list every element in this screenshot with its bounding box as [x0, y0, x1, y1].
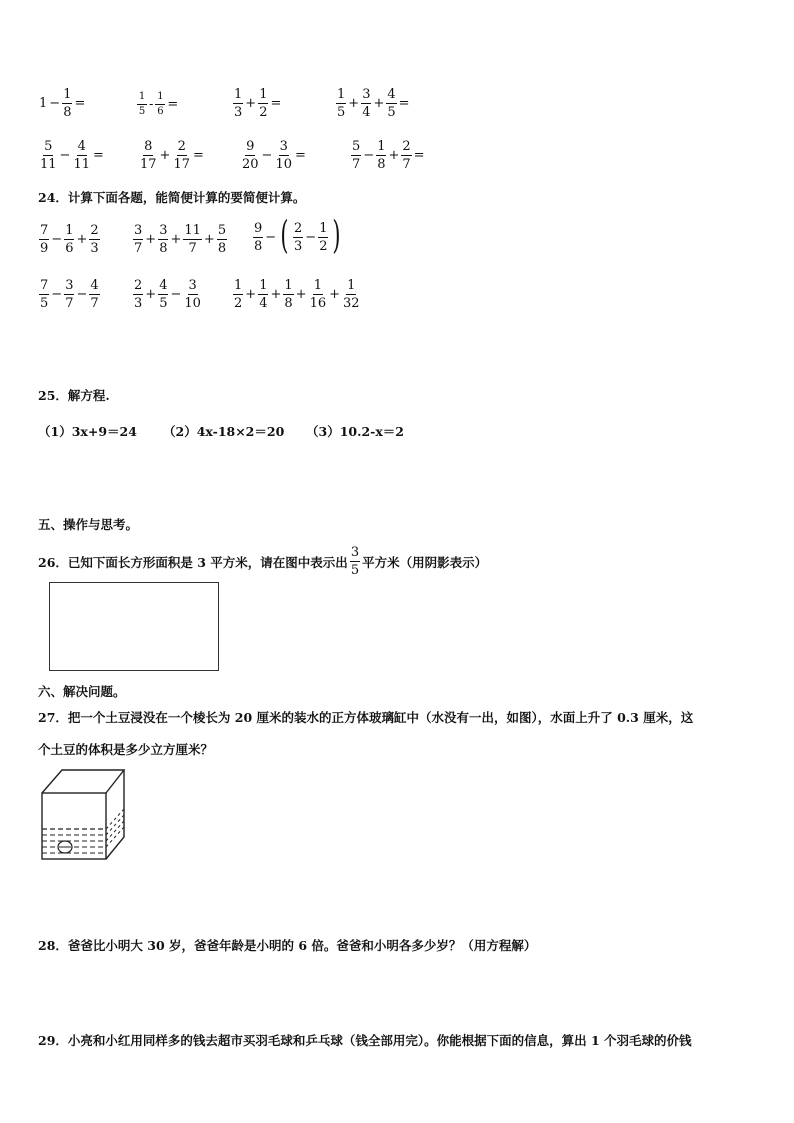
- fraction-denominator: 9: [40, 241, 49, 256]
- fraction-numerator: 11: [184, 223, 201, 238]
- fraction-numerator: 3: [362, 87, 371, 102]
- tank-front-face: [42, 793, 106, 859]
- fraction: [155, 92, 165, 117]
- fraction-denominator: 5: [350, 563, 360, 578]
- fraction-denominator: 8: [284, 296, 293, 311]
- fraction: [89, 224, 99, 255]
- tank-top-face: [42, 770, 124, 793]
- operator: +: [145, 287, 157, 302]
- operator: +: [373, 96, 385, 111]
- fraction: [172, 140, 191, 171]
- fraction-denominator: 8: [63, 105, 72, 120]
- expression-row3-1: [38, 224, 101, 255]
- fraction: [133, 224, 143, 255]
- operator: −: [363, 148, 375, 163]
- fraction: [318, 222, 328, 253]
- fraction-denominator: 16: [309, 296, 327, 311]
- expression-row2-2: [138, 140, 205, 171]
- fraction: [183, 279, 202, 310]
- fraction-numerator: 2: [294, 220, 303, 236]
- section-6-heading: 六、解决问题。: [38, 684, 126, 699]
- fraction: [361, 88, 371, 119]
- fraction-denominator: 4: [362, 105, 371, 120]
- equation-1: （1）3x+9＝24: [38, 424, 137, 439]
- fraction: [72, 140, 91, 171]
- fraction-numerator: 2: [134, 278, 143, 293]
- operator: =: [398, 96, 410, 111]
- fraction: [183, 224, 202, 255]
- fraction-denominator: 11: [73, 157, 90, 172]
- fraction-numerator: 4: [77, 139, 86, 154]
- operator: =: [270, 96, 282, 111]
- fraction-denominator: 8: [377, 157, 386, 172]
- fraction: [342, 279, 361, 310]
- fraction-denominator: 8: [159, 241, 168, 256]
- fraction-numerator: 4: [159, 278, 168, 293]
- fraction: [253, 222, 263, 253]
- operator: +: [388, 148, 400, 163]
- fraction-denominator: 7: [352, 157, 361, 172]
- fraction: [217, 224, 227, 255]
- fraction: [137, 92, 147, 117]
- fraction-numerator: 1: [377, 139, 386, 154]
- operator: =: [295, 148, 306, 163]
- fraction-numerator: 8: [144, 139, 153, 154]
- operator: −: [170, 287, 182, 302]
- question-26-fraction: [350, 546, 360, 577]
- operator: =: [193, 148, 204, 163]
- operator: +: [170, 232, 182, 247]
- fraction-denominator: 11: [40, 157, 57, 172]
- fraction: [39, 279, 49, 310]
- fraction-denominator: 7: [90, 296, 99, 311]
- expression-row3-3: [252, 213, 344, 257]
- fraction-numerator: 3: [188, 278, 197, 293]
- fraction: [401, 140, 411, 171]
- question-25-title: 25．解方程.: [38, 388, 110, 403]
- question-27-line1: 27．把一个土豆浸没在一个棱长为 20 厘米的装水的正方体玻璃缸中（水没有一出，如图），水面上升了 0.3 厘米，这: [38, 710, 694, 725]
- fraction: [158, 279, 168, 310]
- fraction-numerator: 1: [313, 278, 322, 293]
- fraction-denominator: 3: [294, 238, 303, 254]
- fraction-numerator: 3: [279, 139, 288, 154]
- operator: =: [93, 148, 104, 163]
- operator: −: [49, 96, 61, 111]
- fraction-numerator: 9: [246, 139, 255, 154]
- tank-right-face: [106, 770, 124, 859]
- operator: −: [261, 148, 273, 163]
- fraction: [386, 88, 396, 119]
- operator: +: [159, 148, 171, 163]
- operator: +: [245, 96, 257, 111]
- operator: −: [51, 287, 63, 302]
- fraction: [233, 88, 243, 119]
- fraction-numerator: 3: [134, 223, 143, 238]
- fraction-denominator: 7: [134, 241, 143, 256]
- fraction-denominator: 6: [65, 241, 74, 256]
- expression-row1-2: [136, 92, 179, 117]
- water-line-side: [106, 821, 124, 841]
- parenthesis: (: [280, 213, 289, 257]
- fraction-denominator: 5: [40, 296, 49, 311]
- question-28: 28．爸爸比小明大 30 岁，爸爸年龄是小明的 6 倍。爸爸和小明各多少岁？（用方程解）: [38, 938, 537, 953]
- question-26: [38, 546, 487, 577]
- fraction-denominator: 3: [134, 296, 143, 311]
- expression-row3-2: [132, 224, 228, 255]
- operator: +: [203, 232, 215, 247]
- fraction-denominator: 7: [402, 157, 411, 172]
- operator: +: [295, 287, 307, 302]
- fraction-numerator: 4: [387, 87, 396, 102]
- operator: −: [305, 229, 317, 245]
- fraction-numerator: 1: [319, 220, 328, 236]
- fraction-numerator: 1: [234, 278, 243, 293]
- fraction: [139, 140, 158, 171]
- fraction-denominator: 6: [157, 106, 164, 117]
- expression-row4-1: [38, 279, 101, 310]
- fraction-denominator: 8: [217, 241, 227, 256]
- operator: −: [76, 287, 88, 302]
- fraction-numerator: 7: [40, 223, 49, 238]
- fraction-numerator: 2: [402, 139, 411, 154]
- fraction-denominator: 3: [234, 105, 243, 120]
- fraction-numerator: 1: [65, 223, 74, 238]
- fraction: [351, 140, 361, 171]
- fraction-numerator: 3: [159, 223, 168, 238]
- fraction-denominator: 17: [173, 157, 190, 172]
- rectangle-figure: [49, 582, 219, 671]
- operator: +: [348, 96, 360, 111]
- fraction-numerator: 3: [350, 545, 360, 560]
- fraction-denominator: 3: [90, 241, 99, 256]
- fraction-denominator: 5: [159, 296, 168, 311]
- fraction-denominator: 2: [319, 238, 328, 254]
- fraction: [233, 279, 243, 310]
- fraction-numerator: 1: [337, 87, 346, 102]
- expression-row4-2: [132, 279, 203, 310]
- fraction-denominator: 17: [140, 157, 157, 172]
- operator: +: [270, 287, 282, 302]
- operator: =: [413, 148, 425, 163]
- fraction: [89, 279, 99, 310]
- fraction: [258, 279, 268, 310]
- fraction-numerator: 3: [65, 278, 74, 293]
- operator: =: [74, 96, 86, 111]
- fraction-denominator: 7: [188, 241, 197, 256]
- fraction: [274, 140, 293, 171]
- fraction-numerator: 1: [284, 278, 293, 293]
- question-27-line2: 个土豆的体积是多少立方厘米？: [38, 742, 214, 757]
- operator: 1: [39, 96, 48, 111]
- fraction-denominator: 2: [234, 296, 243, 311]
- water-line-side: [106, 827, 124, 847]
- fraction-denominator: 5: [387, 105, 396, 120]
- fraction-denominator: 2: [259, 105, 268, 120]
- equation-2: （2）4x-18×2＝20: [163, 424, 285, 439]
- fraction-numerator: 5: [217, 223, 227, 238]
- fraction-numerator: 2: [90, 223, 99, 238]
- fraction: [336, 88, 346, 119]
- expression-row1-3: [232, 88, 282, 119]
- operator: =: [167, 97, 179, 112]
- fraction-denominator: 20: [242, 157, 259, 172]
- fraction-numerator: 1: [259, 87, 268, 102]
- fraction-denominator: 5: [138, 106, 146, 117]
- fraction-denominator: 32: [343, 296, 360, 311]
- fraction-numerator: 4: [90, 278, 99, 293]
- operator: +: [329, 287, 341, 302]
- fraction: [64, 279, 74, 310]
- fraction-denominator: 5: [337, 105, 346, 120]
- expression-row1-4: [335, 88, 411, 119]
- operator: -: [149, 97, 154, 112]
- expression-row2-3: [240, 140, 307, 171]
- section-5-heading: 五、操作与思考。: [38, 517, 139, 532]
- fraction-numerator: 5: [352, 139, 361, 154]
- expression-row4-3: [232, 279, 362, 310]
- fraction-numerator: 5: [44, 139, 53, 154]
- water-line-side: [106, 809, 124, 829]
- fraction-numerator: 2: [177, 139, 186, 154]
- fraction-numerator: 7: [40, 278, 49, 293]
- fraction: [241, 140, 260, 171]
- fraction: [133, 279, 143, 310]
- operator: −: [51, 232, 63, 247]
- fraction: [158, 224, 168, 255]
- operator: +: [76, 232, 88, 247]
- operator: −: [265, 229, 277, 245]
- question-26-text-after: 平方米（用阴影表示）: [362, 554, 488, 570]
- fraction: [62, 88, 72, 119]
- fraction-numerator: 1: [155, 92, 165, 105]
- fraction-numerator: 1: [137, 92, 147, 105]
- fraction-denominator: 8: [254, 238, 263, 254]
- fraction-numerator: 1: [63, 87, 72, 102]
- fraction: [293, 222, 303, 253]
- fraction-denominator: 10: [184, 296, 201, 311]
- fraction-denominator: 10: [275, 157, 292, 172]
- fraction-numerator: 1: [347, 278, 356, 293]
- fraction-numerator: 1: [259, 278, 268, 293]
- fraction: [64, 224, 74, 255]
- equation-3: （3）10.2-x＝2: [306, 424, 404, 439]
- expression-row2-1: [38, 140, 105, 171]
- fraction: [39, 140, 58, 171]
- fraction-numerator: 1: [234, 87, 243, 102]
- fraction-numerator: 9: [254, 220, 263, 236]
- fraction: [309, 279, 328, 310]
- operator: +: [145, 232, 157, 247]
- fraction-denominator: 7: [65, 296, 74, 311]
- question-29: 29．小亮和小红用同样多的钱去超市买羽毛球和乒乓球（钱全部用完）。你能根据下面的信息，算出 1 个羽毛球的价钱: [38, 1033, 692, 1048]
- water-line-side: [106, 815, 124, 835]
- glass-tank-figure: [40, 767, 126, 863]
- fraction: [39, 224, 49, 255]
- parenthesis: ): [332, 213, 341, 257]
- question-26-text-before: 26．已知下面长方形面积是 3 平方米，请在图中表示出: [38, 554, 348, 570]
- expression-row1-1: [38, 88, 86, 119]
- operator: +: [245, 287, 257, 302]
- expression-row2-4: [350, 140, 426, 171]
- fraction-denominator: 4: [259, 296, 268, 311]
- fraction: [283, 279, 293, 310]
- fraction: [376, 140, 386, 171]
- fraction: [258, 88, 268, 119]
- operator: −: [59, 148, 71, 163]
- question-24-title: 24．计算下面各题，能简便计算的要简便计算。: [38, 190, 306, 205]
